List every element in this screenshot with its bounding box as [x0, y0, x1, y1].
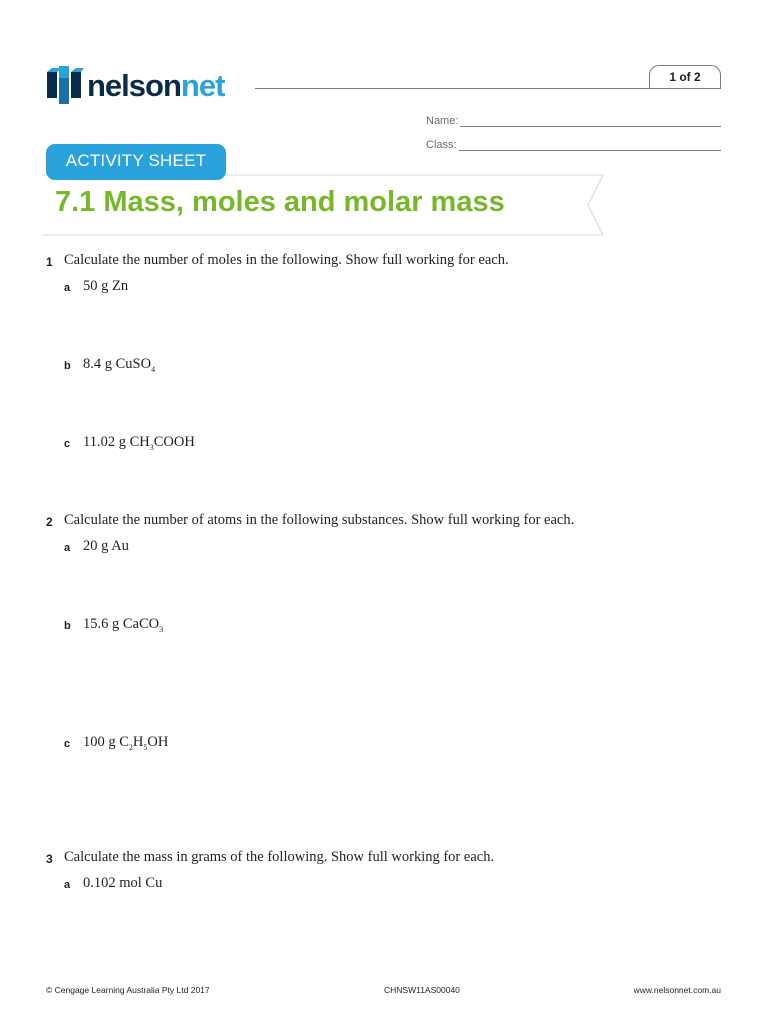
question-2c-label: c	[64, 738, 71, 750]
name-label: Name:	[426, 115, 459, 127]
question-3a-label: a	[64, 879, 71, 891]
footer-copyright: © Cengage Learning Australia Pty Ltd 2017	[46, 985, 210, 995]
question-3-number: 3	[46, 852, 53, 866]
question-1b-label: b	[64, 360, 71, 372]
question-2c-rest-2: OH	[147, 734, 169, 750]
question-1a-amount: 50 g Zn	[83, 278, 129, 294]
class-label: Class:	[426, 139, 457, 151]
question-2a-label: a	[64, 542, 71, 554]
question-2-number: 2	[46, 515, 53, 529]
class-field[interactable]	[426, 137, 721, 151]
question-2a-amount: 20 g Au	[83, 538, 129, 554]
question-1a-label: a	[64, 282, 71, 294]
question-1b-subscript: 4	[151, 365, 156, 374]
question-2-text: Calculate the number of atoms in the following substances. Show full working for each.	[64, 512, 575, 528]
title-container	[42, 174, 604, 234]
page-title: 7.1 Mass, moles and molar mass	[55, 186, 505, 218]
question-1c-label: c	[64, 438, 71, 450]
brand-part2: net	[180, 67, 225, 103]
question-1c-formula	[83, 434, 195, 451]
question-1c-rest: COOH	[153, 434, 195, 450]
question-1-number: 1	[46, 255, 53, 269]
question-2b-amount: 15.6 g CaCO	[83, 616, 160, 632]
footer-website[interactable]: www.nelsonnet.com.au	[633, 985, 721, 995]
brand-part1: nelson	[87, 67, 181, 103]
question-1b-amount: 8.4 g CuSO	[83, 356, 152, 372]
question-1-text: Calculate the number of moles in the following. Show full working for each.	[64, 252, 509, 268]
page-indicator: 1 of 2	[649, 65, 721, 88]
question-3-text: Calculate the mass in grams of the following. Show full working for each.	[64, 849, 495, 865]
question-1c-amount: 11.02 g CH	[83, 434, 150, 450]
nelsonnet-logo	[45, 64, 224, 106]
class-line[interactable]	[459, 140, 721, 151]
name-field[interactable]	[426, 113, 721, 127]
question-2c-subscript-1: 2	[128, 743, 133, 752]
header-rule	[255, 88, 721, 89]
question-2c-formula	[83, 734, 168, 751]
question-2b-label: b	[64, 620, 71, 632]
question-3a-amount: 0.102 mol Cu	[83, 875, 163, 891]
question-2b-subscript: 3	[159, 625, 164, 634]
nelsonnet-cube-icon	[45, 64, 85, 106]
activity-sheet-badge: ACTIVITY SHEET	[46, 144, 226, 180]
question-1b-formula	[83, 356, 155, 373]
brand-wordmark	[87, 67, 225, 103]
question-1c-subscript: 3	[149, 443, 154, 452]
question-2c-rest-1: H	[132, 734, 144, 750]
name-line[interactable]	[460, 116, 721, 127]
question-2c-subscript-2: 5	[143, 743, 148, 752]
question-2c-amount: 100 g C	[83, 734, 129, 750]
footer-code: CHNSW11AS00040	[384, 985, 460, 995]
question-2b-formula	[83, 616, 163, 633]
